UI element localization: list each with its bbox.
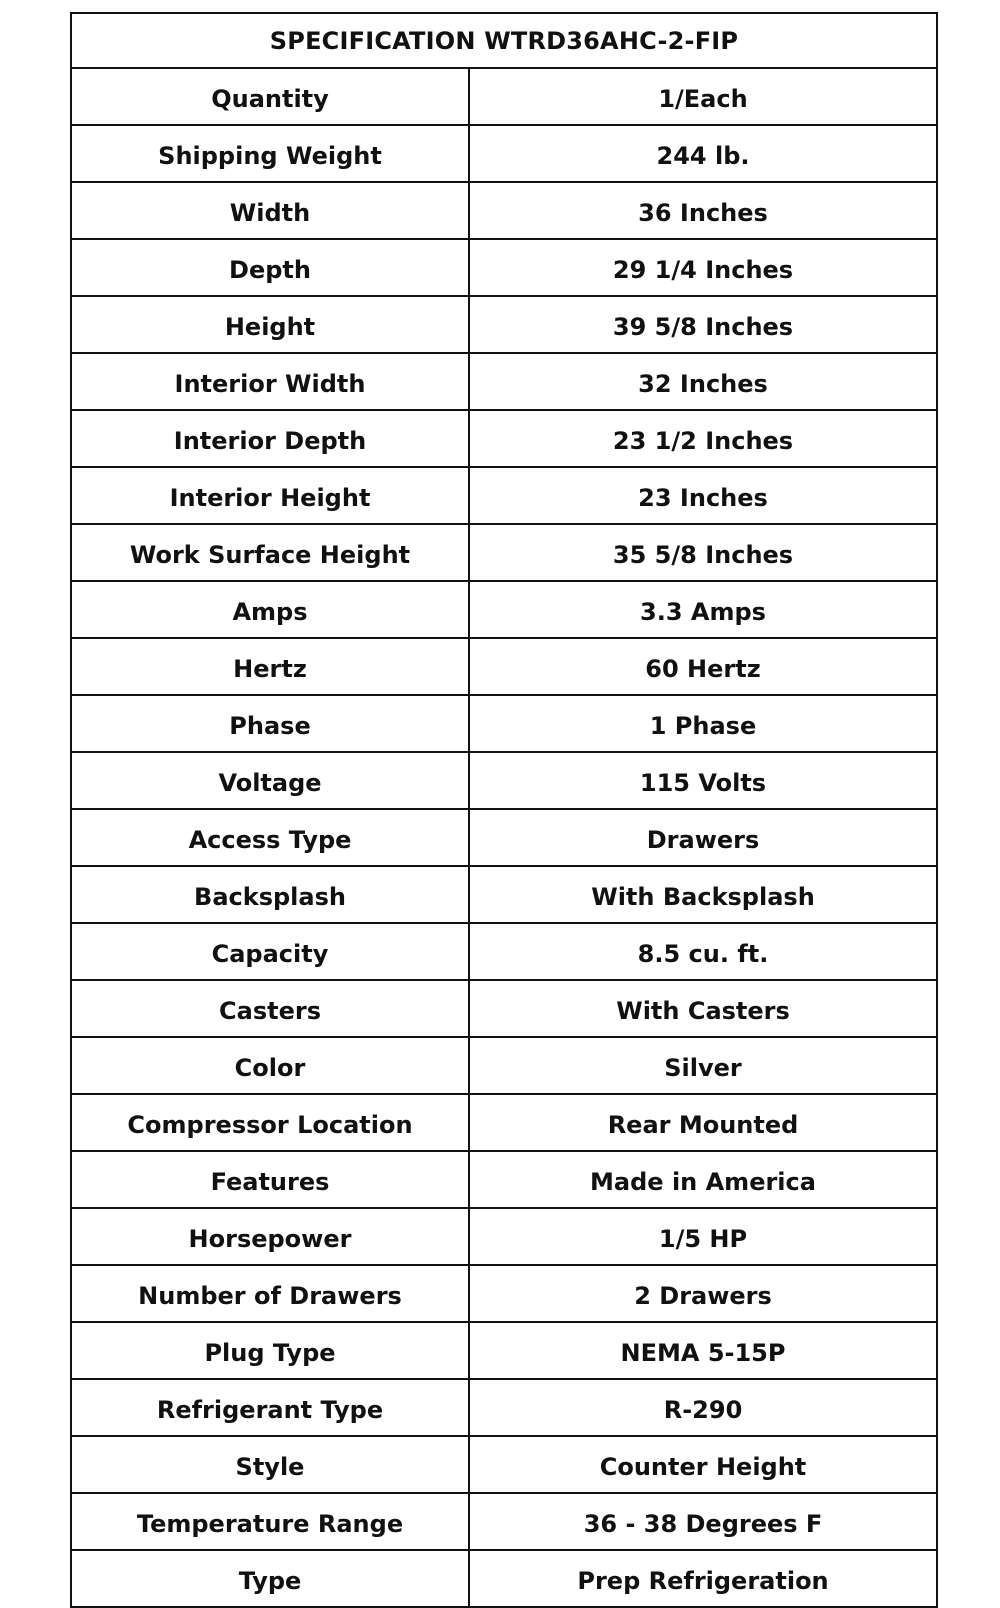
spec-label: Refrigerant Type [71,1379,469,1436]
spec-label: Interior Height [71,467,469,524]
spec-value: 244 lb. [469,125,937,182]
spec-value: 23 1/2 Inches [469,410,937,467]
spec-value: 29 1/4 Inches [469,239,937,296]
spec-label: Access Type [71,809,469,866]
spec-value: 115 Volts [469,752,937,809]
spec-label: Shipping Weight [71,125,469,182]
table-row [71,353,937,410]
table-row [71,980,937,1037]
table-row [71,467,937,524]
table-title-row [71,13,937,68]
table-row [71,1322,937,1379]
spec-label: Voltage [71,752,469,809]
table-row [71,1265,937,1322]
spec-label: Interior Width [71,353,469,410]
specification-table [70,12,938,1608]
spec-label: Hertz [71,638,469,695]
spec-label: Color [71,1037,469,1094]
spec-label: Type [71,1550,469,1607]
spec-value: With Backsplash [469,866,937,923]
table-row [71,752,937,809]
table-row [71,866,937,923]
table-row [71,239,937,296]
table-row [71,1208,937,1265]
table-row [71,182,937,239]
spec-label: Features [71,1151,469,1208]
table-row [71,125,937,182]
table-title: SPECIFICATION WTRD36AHC-2-FIP [71,13,937,68]
table-row [71,923,937,980]
spec-value: 36 - 38 Degrees F [469,1493,937,1550]
spec-value: With Casters [469,980,937,1037]
spec-value: 32 Inches [469,353,937,410]
specification-table-body [71,13,937,1607]
spec-label: Amps [71,581,469,638]
spec-value: Counter Height [469,1436,937,1493]
spec-value: 60 Hertz [469,638,937,695]
table-row [71,638,937,695]
spec-label: Compressor Location [71,1094,469,1151]
table-row [71,1436,937,1493]
spec-value: 35 5/8 Inches [469,524,937,581]
table-row [71,1493,937,1550]
spec-value: Silver [469,1037,937,1094]
table-row [71,1550,937,1607]
spec-value: 39 5/8 Inches [469,296,937,353]
spec-value: 36 Inches [469,182,937,239]
spec-label: Quantity [71,68,469,125]
spec-value: Prep Refrigeration [469,1550,937,1607]
spec-value: Drawers [469,809,937,866]
table-row [71,524,937,581]
table-row [71,581,937,638]
spec-value: NEMA 5-15P [469,1322,937,1379]
spec-value: 1/Each [469,68,937,125]
spec-label: Capacity [71,923,469,980]
spec-label: Plug Type [71,1322,469,1379]
spec-label: Style [71,1436,469,1493]
spec-value: Rear Mounted [469,1094,937,1151]
table-row [71,68,937,125]
table-row [71,1379,937,1436]
spec-label: Interior Depth [71,410,469,467]
table-row [71,809,937,866]
spec-label: Phase [71,695,469,752]
table-row [71,1151,937,1208]
spec-value: 1/5 HP [469,1208,937,1265]
spec-label: Work Surface Height [71,524,469,581]
spec-label: Casters [71,980,469,1037]
spec-label: Horsepower [71,1208,469,1265]
table-row [71,695,937,752]
spec-label: Temperature Range [71,1493,469,1550]
spec-value: 3.3 Amps [469,581,937,638]
spec-label: Number of Drawers [71,1265,469,1322]
spec-label: Depth [71,239,469,296]
table-row [71,1037,937,1094]
spec-value: 23 Inches [469,467,937,524]
spec-value: R-290 [469,1379,937,1436]
spec-label: Height [71,296,469,353]
table-row [71,296,937,353]
spec-label: Backsplash [71,866,469,923]
table-row [71,410,937,467]
spec-value: 8.5 cu. ft. [469,923,937,980]
spec-label: Width [71,182,469,239]
spec-value: Made in America [469,1151,937,1208]
spec-value: 2 Drawers [469,1265,937,1322]
table-row [71,1094,937,1151]
spec-value: 1 Phase [469,695,937,752]
